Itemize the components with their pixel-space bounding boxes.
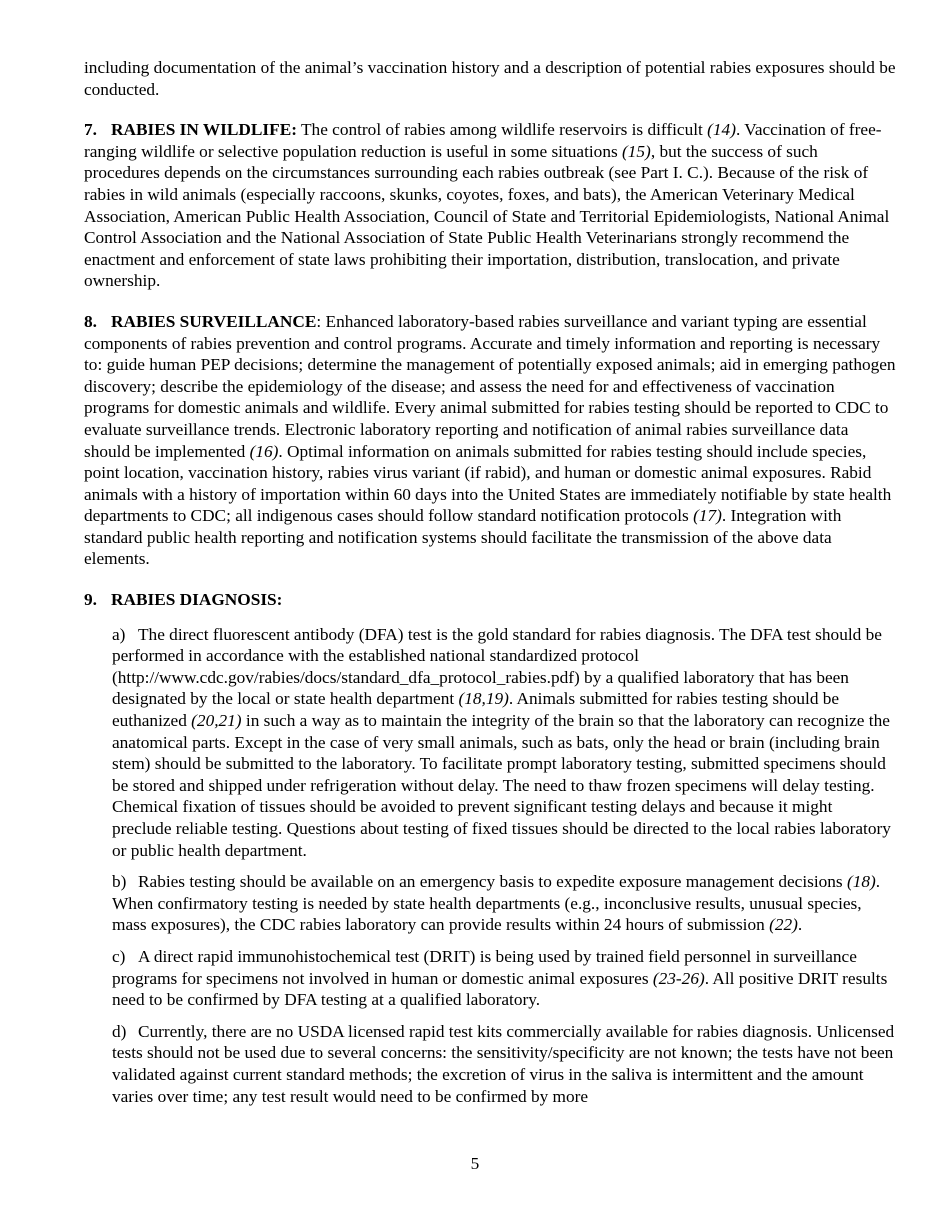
item-label: d) <box>112 1021 127 1041</box>
page-number: 5 <box>470 1154 480 1173</box>
section-9-number: 9. <box>84 590 97 610</box>
section-7-number: 7. <box>84 120 97 140</box>
citation: (14) <box>707 120 736 140</box>
item-label: c) <box>112 946 126 966</box>
section-9-heading: RABIES DIAGNOSIS: <box>111 590 283 610</box>
section-9-heading-line <box>84 589 896 611</box>
citation: (22) <box>769 915 798 935</box>
section-7-paragraph: 7. RABIES IN WILDLIFE: The control of rabies among wildlife reservoirs is difficult (14). Vaccination of free-ranging wildlife or selective population reduction is useful in some situations (15), but the success of such procedures depends on the circumstances surrounding each rabies outbreak (see Part I. C.). Because of the risk of rabies in wild animals (especially raccoons, skunks, coyotes, foxes, and bats), the American Veterinary Medical Association, American Public Health Association, Council of State and Territorial Epidemiologists, National Animal Control Association and the National Association of State Public Health Veterinarians strongly recommend the enactment and enforcement of state laws prohibiting their importation, distribution, translocation, and private ownership. <box>84 120 890 291</box>
section-9-item-d: d) Currently, there are no USDA licensed rapid test kits commercially available for rabies diagnosis. Unlicensed tests should not be used due to several concerns: the sensitivity/specificity are not known; the tests have not been validated against current standard methods; the excretion of virus in the saliva is intermittent and the amount varies over time; any test result would need to be confirmed by more <box>112 1021 895 1106</box>
section-9-item-b: b) Rabies testing should be available on an emergency basis to expedite exposure management decisions (18). When confirmatory testing is needed by state health departments (e.g., inconclusive results, unusual species, mass exposures), the CDC rabies laboratory can provide results within 24 hours of submission (22). <box>112 872 881 935</box>
section-8-paragraph: 8. RABIES SURVEILLANCE: Enhanced laboratory-based rabies surveillance and variant typing are essential components of rabies prevention and control programs. Accurate and timely information and reporting is necessary to: guide human PEP decisions; determine the management of potentially exposed animals; aid in emerging pathogen discovery; describe the epidemiology of the disease; and assess the need for and effectiveness of vaccination programs for domestic animals and wildlife. Every animal submitted for rabies testing should be reported to CDC to evaluate surveillance trends. Electronic laboratory reporting and notification of animal rabies surveillance data should be implemented (16). Optimal information on animals submitted for rabies testing should include species, point location, vaccination history, rabies virus variant (if rabid), and human or domestic animal exposures. Rabid animals with a history of importation within 60 days into the United States are immediately notifiable by state health departments to CDC; all indigenous cases should follow standard notification protocols (17). Integration with standard public health reporting and notification systems should facilitate the transmission of the above data elements. <box>84 311 896 569</box>
citation: (20,21) <box>191 711 242 731</box>
citation: (23-26) <box>652 968 705 988</box>
citation: (18,19) <box>458 689 509 709</box>
document-page <box>84 57 896 1117</box>
section-8-number: 8. <box>84 311 97 331</box>
section-8-heading: RABIES SURVEILLANCE <box>111 311 317 331</box>
item-label: a) <box>112 624 126 644</box>
section-7-heading: RABIES IN WILDLIFE: <box>111 120 297 140</box>
citation: (18) <box>846 872 876 892</box>
section-9-item-a: a) The direct fluorescent antibody (DFA) test is the gold standard for rabies diagnosis. The DFA test should be performed in accordance with the established national standardized protocol (http://www.cdc.gov/rabies/docs/standard_dfa_protocol_rabies.pdf) by a qualified laboratory that has been designated by the local or state health department (18,19). Animals submitted for rabies testing should be euthanized (20,21) in such a way as to maintain the integrity of the brain so that the laboratory can recognize the anatomical parts. Except in the case of very small animals, such as bats, only the head or brain (including brain stem) should be submitted to the laboratory. To facilitate prompt laboratory testing, submitted specimens should be stored and shipped under refrigeration without delay. The need to thaw frozen specimens will delay testing. Chemical fixation of tissues should be avoided to prevent significant testing delays and because it might preclude reliable testing. Questions about testing of fixed tissues should be directed to the local rabies laboratory or public health department. <box>112 624 891 860</box>
section-9-item-c: c) A direct rapid immunohistochemical test (DRIT) is being used by trained field personnel in surveillance programs for specimens not involved in human or domestic animal exposures (23-26). All positive DRIT results need to be confirmed by DFA testing at a qualified laboratory. <box>112 946 888 1010</box>
citation: (15) <box>622 141 651 161</box>
citation: (17) <box>693 506 722 526</box>
intro-paragraph: including documentation of the animal’s vaccination history and a description of potential rabies exposures should be conducted. <box>84 58 896 99</box>
item-label: b) <box>112 872 127 892</box>
citation: (16) <box>249 441 279 461</box>
